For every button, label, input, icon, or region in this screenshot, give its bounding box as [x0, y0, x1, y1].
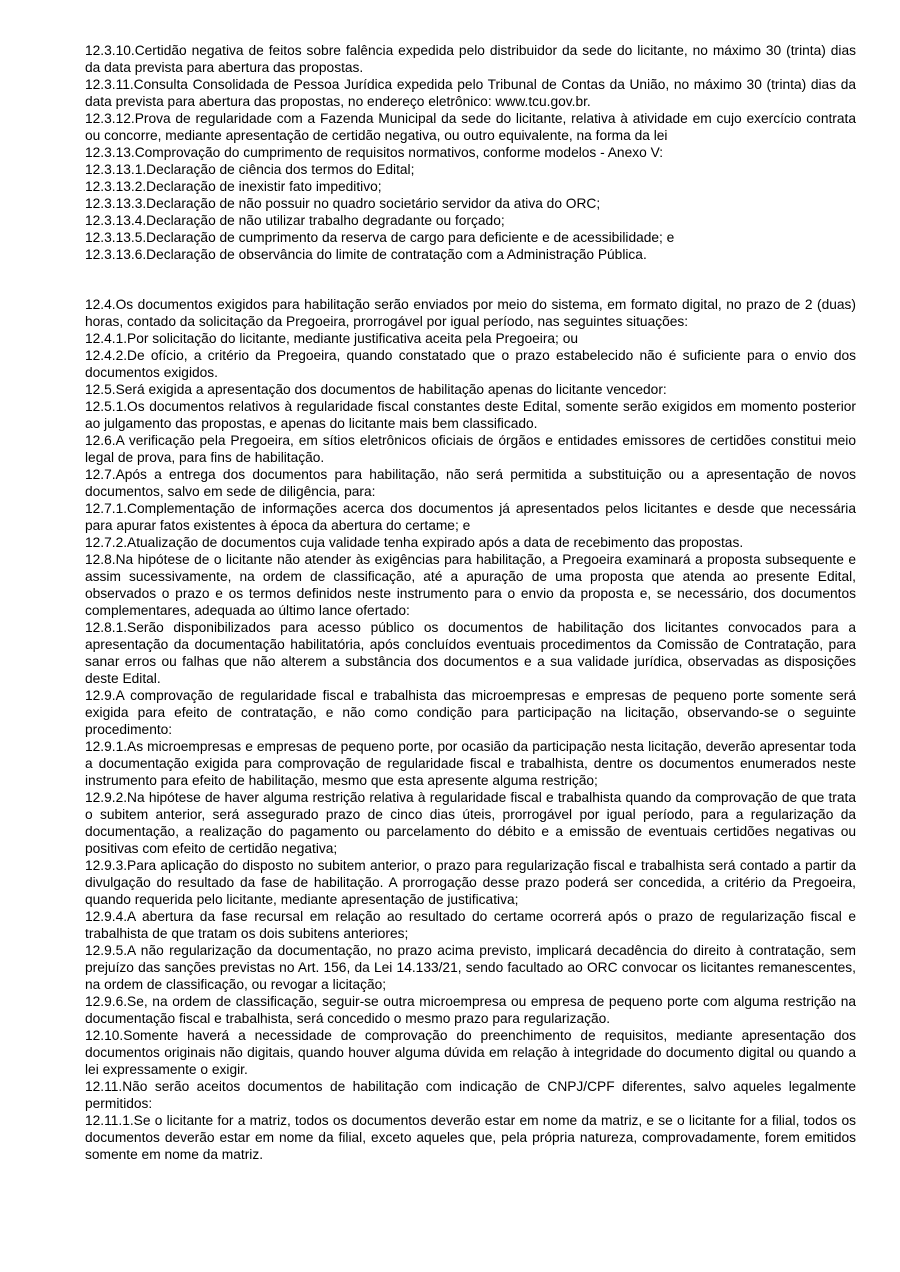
paragraph-12-9-1: 12.9.1.As microempresas e empresas de pequeno porte, por ocasião da participação nesta licitação, deverão apresentar toda a documentação exigida para comprovação de regularidade fiscal e trabalhista, dentre os documentos enumerados neste instrumento para efeito de habilitação, mesmo que esta apresente alguma restrição;: [85, 739, 856, 788]
paragraph-12-6: 12.6.A verificação pela Pregoeira, em sítios eletrônicos oficiais de órgãos e entidades emissores de certidões constitui meio legal de prova, para fins de habilitação.: [85, 433, 856, 465]
paragraph-12-9-3: 12.9.3.Para aplicação do disposto no subitem anterior, o prazo para regularização fiscal e trabalhista será contado a partir da divulgação do resultado da fase de habilitação. A prorrogação desse prazo poderá ser concedida, a critério da Pregoeira, quando requerida pelo licitante, mediante apresentação de justificativa;: [85, 858, 856, 907]
paragraph-12-4-2: 12.4.2.De ofício, a critério da Pregoeira, quando constatado que o prazo estabelecido não é suficiente para o envio dos documentos exigidos.: [85, 348, 856, 380]
paragraph-12-8-1: 12.8.1.Serão disponibilizados para acesso público os documentos de habilitação dos licitantes convocados para a apresentação da documentação habilitatória, após concluídos eventuais procedimentos da Comissão de Contratação, para sanar erros ou falhas que não alterem a substância dos documentos e a sua validade jurídica, observadas as disposições deste Edital.: [85, 620, 856, 686]
paragraph-12-3-11: 12.3.11.Consulta Consolidada de Pessoa Jurídica expedida pelo Tribunal de Contas da União, no máximo 30 (trinta) dias da data prevista para abertura das propostas, no endereço eletrônico: www.tcu.gov.br.: [85, 77, 856, 109]
paragraph-12-3-13-1: 12.3.13.1.Declaração de ciência dos termos do Edital;: [85, 162, 415, 177]
paragraph-12-9-6: 12.9.6.Se, na ordem de classificação, seguir-se outra microempresa ou empresa de pequeno porte com alguma restrição na documentação fiscal e trabalhista, será concedido o mesmo prazo para regularização.: [85, 994, 856, 1026]
section-12-3-block: [85, 42, 856, 263]
paragraph-12-3-10: 12.3.10.Certidão negativa de feitos sobre falência expedida pelo distribuidor da sede do licitante, no máximo 30 (trinta) dias da data prevista para abertura das propostas.: [85, 43, 856, 75]
paragraph-12-4: 12.4.Os documentos exigidos para habilitação serão enviados por meio do sistema, em formato digital, no prazo de 2 (duas) horas, contado da solicitação da Pregoeira, prorrogável por igual período, nas seguintes situações:: [85, 297, 856, 329]
paragraph-12-11-1: 12.11.1.Se o licitante for a matriz, todos os documentos deverão estar em nome da matriz, e se o licitante for a filial, todos os documentos deverão estar em nome da filial, exceto aqueles que, pela própria natureza, comprovadamente, forem emitidos somente em nome da matriz.: [85, 1113, 856, 1162]
paragraph-12-9-5: 12.9.5.A não regularização da documentação, no prazo acima previsto, implicará decadência do direito à contratação, sem prejuízo das sanções previstas no Art. 156, da Lei 14.133/21, sendo facultado ao ORC convocar os licitantes remanescentes, na ordem de classificação, ou revogar a licitação;: [85, 943, 856, 992]
paragraph-12-10: 12.10.Somente haverá a necessidade de comprovação do preenchimento de requisitos, mediante apresentação dos documentos originais não digitais, quando houver alguma dúvida em relação à integridade do documento digital ou quando a lei expressamente o exigir.: [85, 1028, 856, 1077]
paragraph-12-3-13-5: 12.3.13.5.Declaração de cumprimento da reserva de cargo para deficiente e de acessibilidade; e: [85, 230, 675, 245]
paragraph-12-9-2: 12.9.2.Na hipótese de haver alguma restrição relativa à regularidade fiscal e trabalhista quando da comprovação de que trata o subitem anterior, será assegurado prazo de cinco dias úteis, prorrogável por igual período, para a regularização da documentação, a realização do pagamento ou parcelamento do débito e a emissão de eventuais certidões negativas ou positivas com efeito de certidão negativa;: [85, 790, 856, 856]
paragraph-12-7: 12.7.Após a entrega dos documentos para habilitação, não será permitida a substituição ou a apresentação de novos documentos, salvo em sede de diligência, para:: [85, 467, 856, 499]
paragraph-12-3-13-3: 12.3.13.3.Declaração de não possuir no quadro societário servidor da ativa do ORC;: [85, 196, 601, 211]
paragraph-12-4-1: 12.4.1.Por solicitação do licitante, mediante justificativa aceita pela Pregoeira; ou: [85, 331, 578, 346]
paragraph-12-9: 12.9.A comprovação de regularidade fiscal e trabalhista das microempresas e empresas de pequeno porte somente será exigida para efeito de contratação, e não como condição para participação na licitação, observando-se o seguinte procedimento:: [85, 688, 856, 737]
paragraph-12-9-4: 12.9.4.A abertura da fase recursal em relação ao resultado do certame ocorrerá após o prazo de regularização fiscal e trabalhista de que tratam os dois subitens anteriores;: [85, 909, 856, 941]
paragraph-12-3-13-2: 12.3.13.2.Declaração de inexistir fato impeditivo;: [85, 179, 382, 194]
paragraph-12-3-13: 12.3.13.Comprovação do cumprimento de requisitos normativos, conforme modelos - Anexo V:: [85, 145, 664, 160]
paragraph-12-11: 12.11.Não serão aceitos documentos de habilitação com indicação de CNPJ/CPF diferentes, salvo aqueles legalmente permitidos:: [85, 1079, 856, 1111]
paragraph-12-5-1: 12.5.1.Os documentos relativos à regularidade fiscal constantes deste Edital, somente serão exigidos em momento posterior ao julgamento das propostas, e apenas do licitante mais bem classificado.: [85, 399, 856, 431]
paragraph-12-3-12: 12.3.12.Prova de regularidade com a Fazenda Municipal da sede do licitante, relativa à atividade em cujo exercício contrata ou concorre, mediante apresentação de certidão negativa, ou outro equivalente, na forma da lei: [85, 111, 856, 143]
paragraph-12-3-13-4: 12.3.13.4.Declaração de não utilizar trabalho degradante ou forçado;: [85, 213, 505, 228]
paragraph-12-8: 12.8.Na hipótese de o licitante não atender às exigências para habilitação, a Pregoeira examinará a proposta subsequente e assim sucessivamente, na ordem de classificação, até a apuração de uma proposta que atenda ao presente Edital, observados o prazo e os termos definidos neste instrumento para o envio da proposta e, se necessário, dos documentos complementares, adequada ao último lance ofertado:: [85, 552, 856, 618]
section-12-4-to-12-11-block: [85, 296, 856, 1163]
document-page: [85, 42, 856, 1163]
paragraph-12-7-2: 12.7.2.Atualização de documentos cuja validade tenha expirado após a data de recebimento das propostas.: [85, 535, 744, 550]
paragraph-12-3-13-6: 12.3.13.6.Declaração de observância do limite de contratação com a Administração Pública.: [85, 247, 647, 262]
paragraph-12-7-1: 12.7.1.Complementação de informações acerca dos documentos já apresentados pelos licitantes e desde que necessária para apurar fatos existentes à época da abertura do certame; e: [85, 501, 856, 533]
paragraph-12-5: 12.5.Será exigida a apresentação dos documentos de habilitação apenas do licitante vencedor:: [85, 382, 667, 397]
